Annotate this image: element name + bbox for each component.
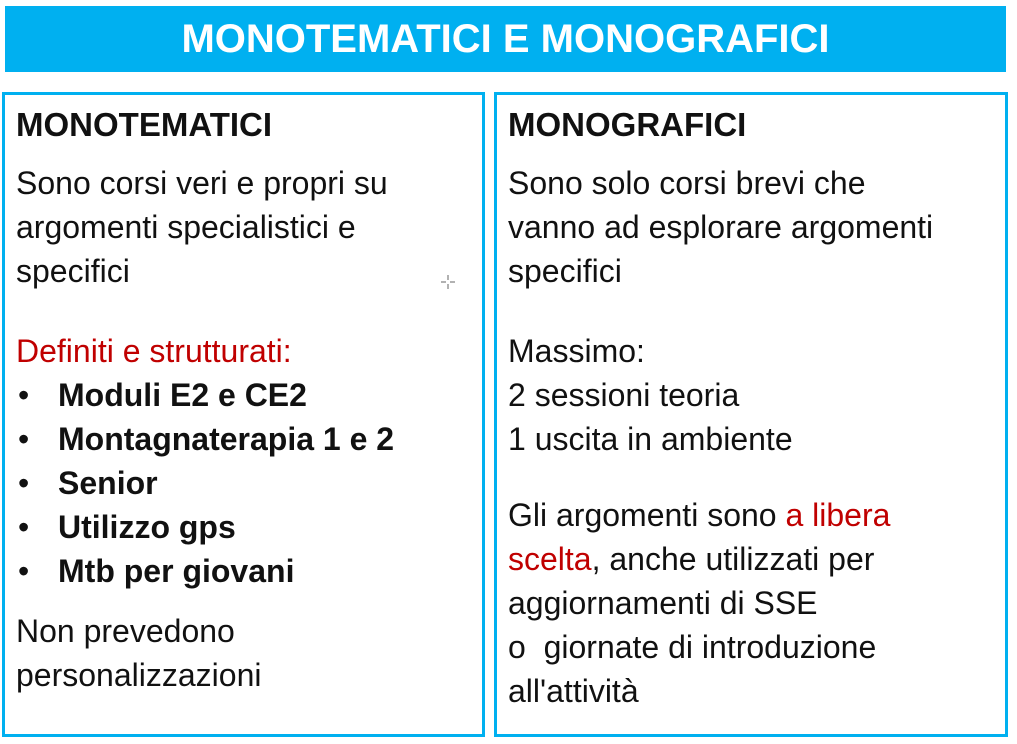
monografici-heading: MONOGRAFICI [508, 106, 747, 143]
intro-line: Sono solo corsi brevi che [508, 165, 866, 201]
monotematici-panel [2, 92, 485, 737]
highlight-text: scelta [508, 541, 592, 577]
max-line: 2 sessioni teoria [508, 377, 740, 413]
list-item: • Utilizzo gps [16, 505, 476, 549]
bullet-icon: • [18, 465, 30, 501]
monografici-intro [508, 161, 999, 293]
monotematici-closing [16, 609, 476, 697]
monotematici-intro [16, 161, 476, 293]
intro-line: specifici [508, 253, 622, 289]
intro-line: Sono corsi veri e propri su [16, 165, 388, 201]
max-sessions [508, 329, 999, 461]
list-item: • Mtb per giovani [16, 549, 476, 593]
max-line: Massimo: [508, 333, 645, 369]
banner-title: MONOTEMATICI E MONOGRAFICI [181, 16, 830, 61]
list-label: Definiti e strutturati: [16, 333, 292, 369]
title-banner [5, 6, 1006, 72]
list-item: • Montagnaterapia 1 e 2 [16, 417, 476, 461]
intro-line: vanno ad esplorare argomenti [508, 209, 934, 245]
intro-line: argomenti specialistici e [16, 209, 356, 245]
intro-line: specifici [16, 253, 130, 289]
monotematici-heading: MONOTEMATICI [16, 106, 273, 143]
monotematici-content [16, 103, 476, 697]
max-line: 1 uscita in ambiente [508, 421, 793, 457]
free-topics: Gli argomenti sono a libera scelta, anche utilizzati per aggiornamenti di SSE o giornate di introduzione all'attività [508, 497, 891, 709]
crosshair-cursor-icon [441, 275, 455, 289]
bullet-icon: • [18, 553, 30, 589]
monografici-content [508, 103, 999, 713]
highlight-text: a libera [785, 497, 891, 533]
list-item: • Moduli E2 e CE2 [16, 373, 476, 417]
monografici-panel [494, 92, 1008, 737]
bullet-icon: • [18, 509, 30, 545]
closing-line: Non prevedono [16, 613, 235, 649]
bullet-icon: • [18, 421, 30, 457]
bullet-icon: • [18, 377, 30, 413]
list-item: • Senior [16, 461, 476, 505]
closing-line: personalizzazioni [16, 657, 262, 693]
course-list [16, 373, 476, 593]
